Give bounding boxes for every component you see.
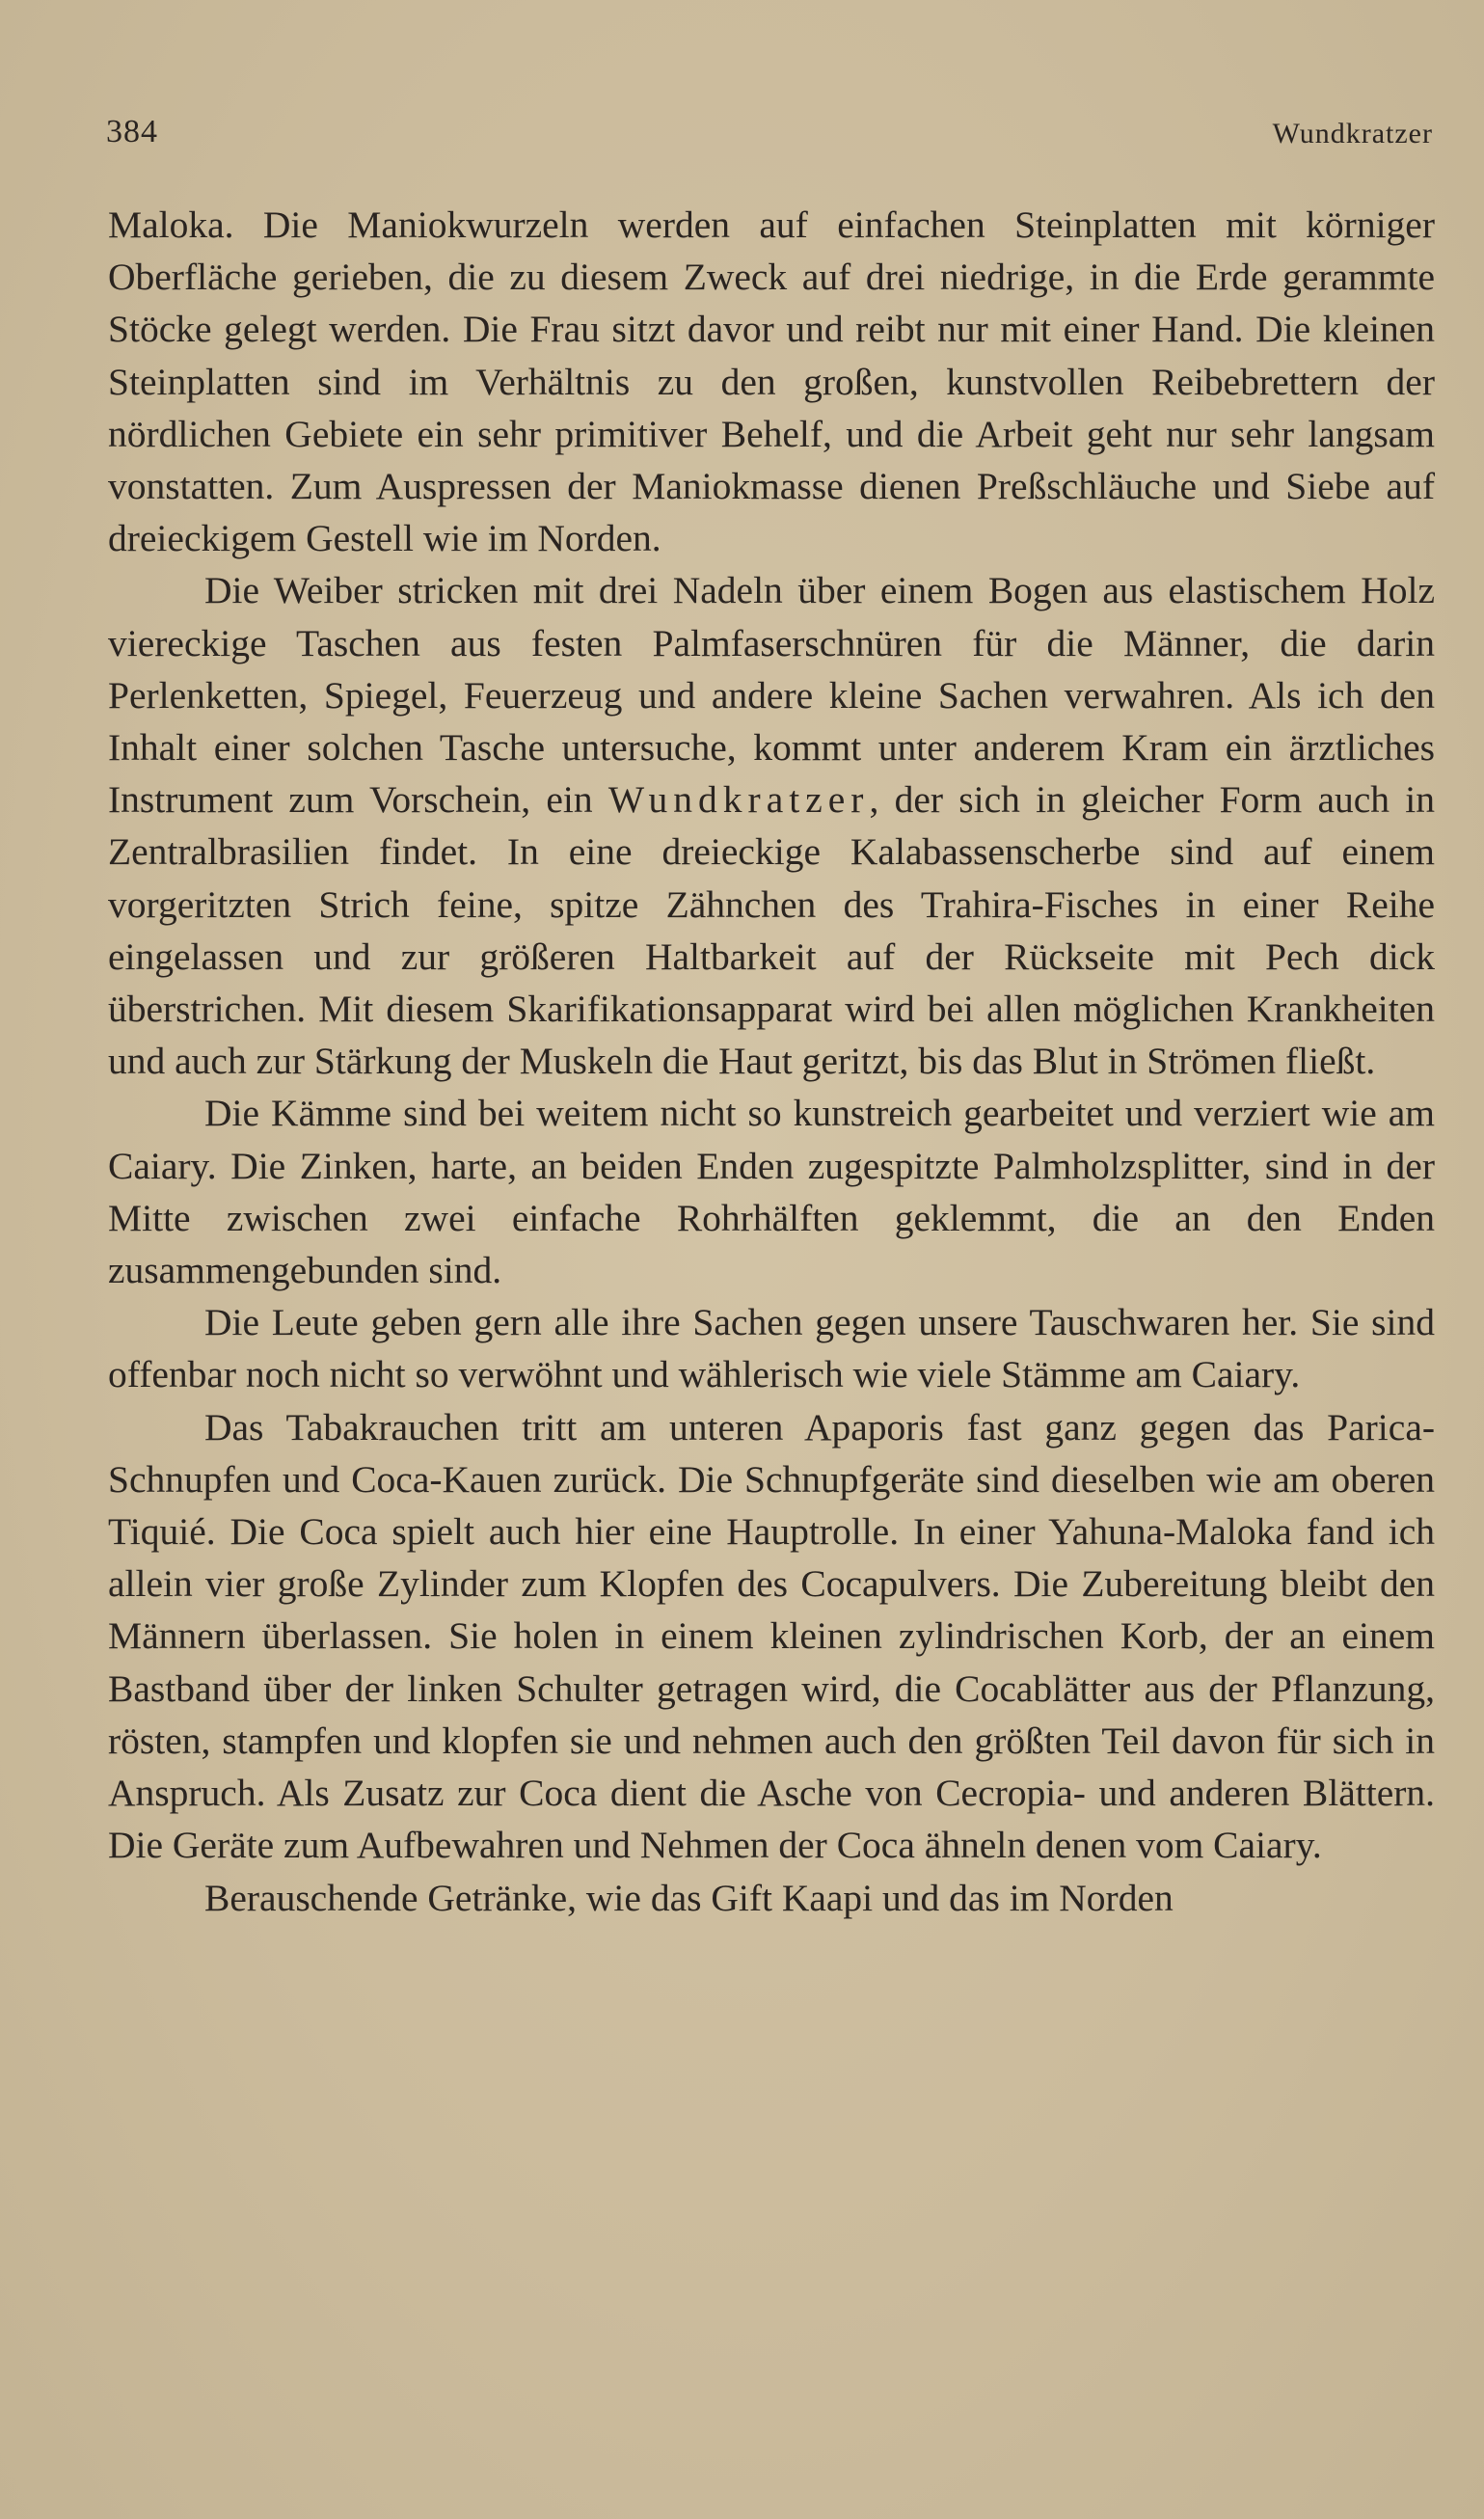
paragraph-text-after: , der sich in gleicher Form auch in Zentralbrasilien findet. In eine dreieckige Kalabassenscherbe sind auf einem vorgeritzten Strich feine, spitze Zähnchen des Trahira-Fisches in einer Reihe eingelassen und zur größeren Haltbarkeit auf der Rückseite mit Pech dick überstrichen. Mit diesem Skarifikationsapparat wird bei allen möglichen Krankheiten und auch zur Stärkung der Muskeln die Haut geritzt, bis das Blut in Strömen fließt.: [108, 778, 1435, 1083]
spaced-term: Wundkratzer: [607, 778, 870, 822]
page-number: 384: [106, 114, 158, 149]
paragraph-coca: Das Tabakrauchen tritt am unteren Apaporis fast ganz gegen das Parica-Schnupfen und Coca-Kauen zurück. Die Schnupfgeräte sind dieselben wie am oberen Tiquié. Die Coca spielt auch hier eine Hauptrolle. In einer Yahuna-Maloka fand ich allein vier große Zylinder zum Klopfen des Cocapulvers. Die Zubereitung bleibt den Männern überlassen. Sie holen in einem kleinen zylindrischen Korb, der an einem Bastband über der linken Schulter getragen wird, die Cocablätter aus der Pflanzung, rösten, stampfen und klopfen sie und nehmen auch den größten Teil davon für sich in Anspruch. Als Zusatz zur Coca dient die Asche von Cecropia- und anderen Blättern. Die Geräte zum Aufbewahren und Nehmen der Coca ähneln denen vom Caiary.: [108, 1405, 1435, 1867]
paragraph-tausch: Die Leute geben gern alle ihre Sachen gegen unsere Tauschwaren her. Sie sind offenbar noch nicht so verwöhnt und wählerisch wie viele Stämme am Caiary.: [108, 1301, 1435, 1396]
paragraph-text-before: Die Weiber stricken mit drei Nadeln über einem Bogen aus elastischem Holz viereckige Taschen aus festen Palmfaserschnüren für die Männer, die darin Perlenketten, Spiegel, Feuerzeug und andere kleine Sachen verwahren. Als ich den Inhalt einer solchen Tasche untersuche, kommt unter anderem Kram ein ärztliches Instrument zum Vorschein, ein: [108, 569, 1435, 822]
paragraph-kaemme: Die Kämme sind bei weitem nicht so kunstreich gearbeitet und verziert wie am Caiary. Die Zinken, harte, an beiden Enden zugespitzte Palmholzsplitter, sind in der Mitte zwischen zwei einfache Rohrhälften geklemmt, die an den Enden zusammengebunden sind.: [108, 1092, 1435, 1292]
running-head: Wundkratzer: [1272, 118, 1433, 149]
paragraph-getraenke: Berauschende Getränke, wie das Gift Kaapi und das im Norden: [204, 1876, 1174, 1919]
paragraph-manioc: Maloka. Die Maniokwurzeln werden auf einfachen Steinplatten mit körniger Oberfläche gerieben, die zu diesem Zweck auf drei niedrige, in die Erde gerammte Stöcke gelegt werden. Die Frau sitzt davor und reibt nur mit einer Hand. Die kleinen Steinplatten sind im Verhältnis zu den großen, kunstvollen Reibebrettern der nördlichen Gebiete ein sehr primitiver Behelf, und die Arbeit geht nur sehr langsam vonstatten. Zum Auspressen der Maniokmasse dienen Preßschläuche und Siebe auf dreieckigem Gestell wie im Norden.: [108, 203, 1435, 560]
page-header: [106, 114, 1433, 162]
paragraph-wundkratzer: [108, 564, 1435, 1087]
body-text: [108, 199, 1435, 1924]
